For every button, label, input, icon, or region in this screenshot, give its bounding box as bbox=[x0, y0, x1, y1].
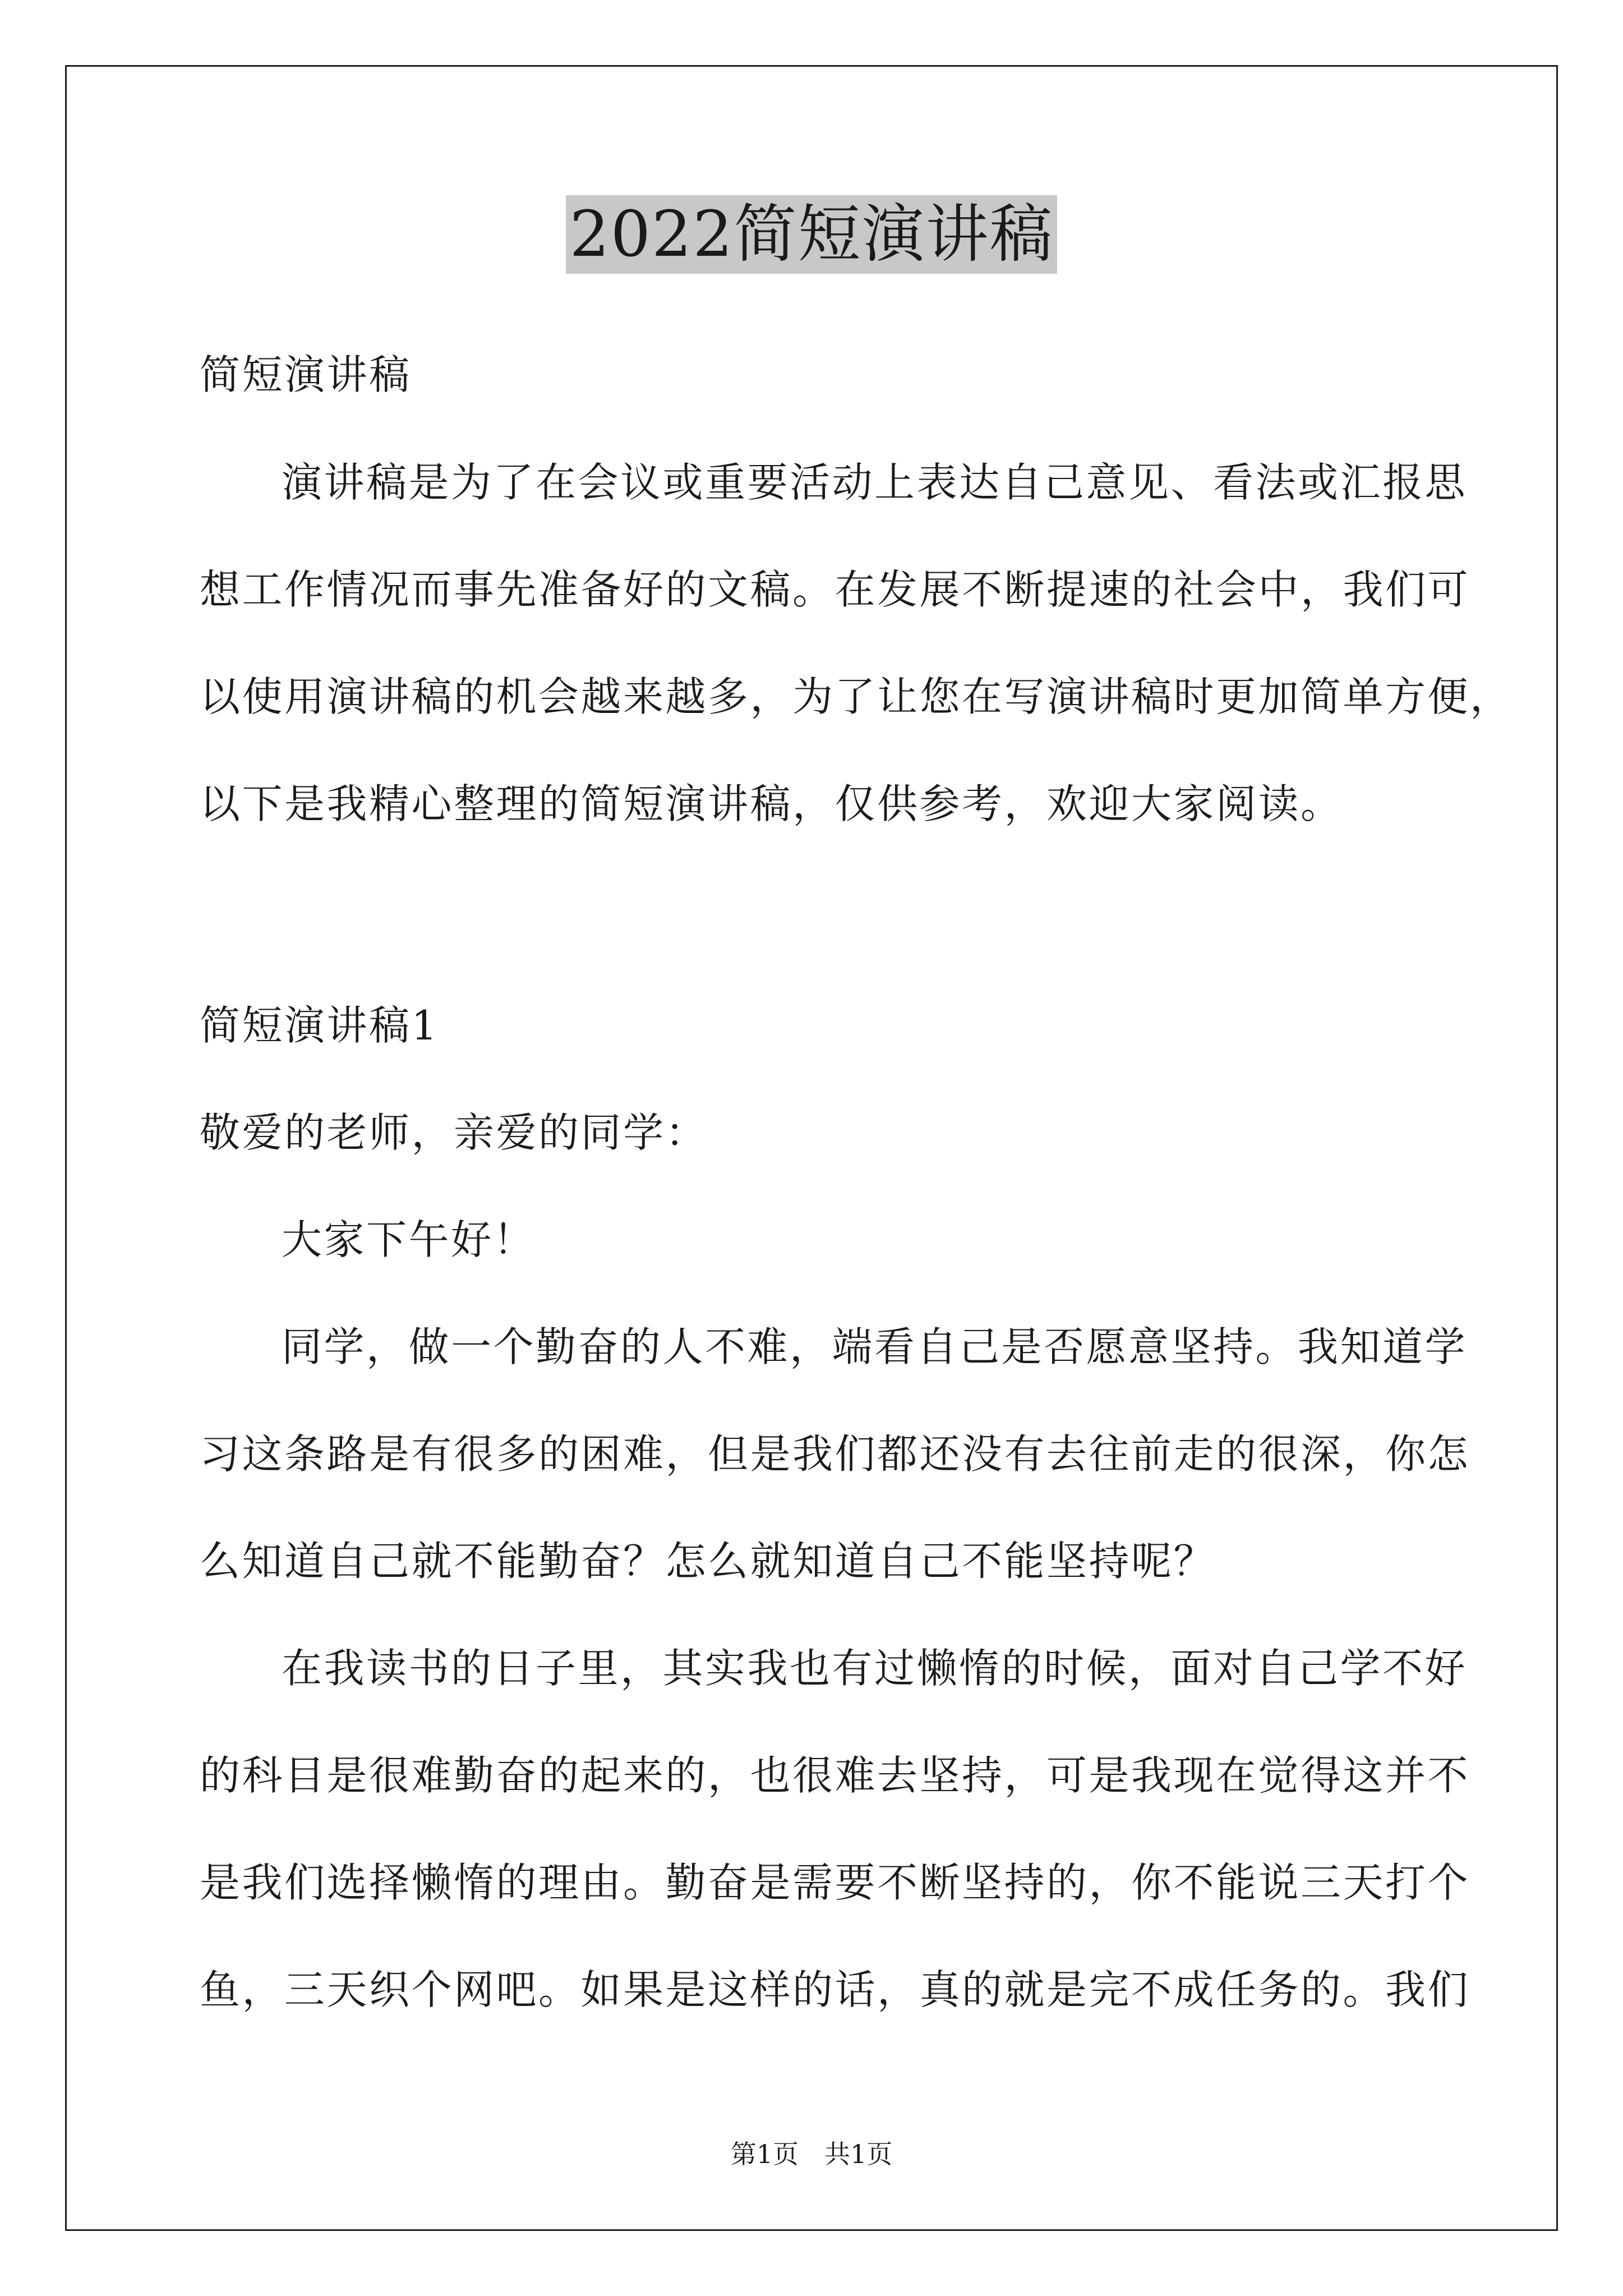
section-heading: 简短演讲稿1 bbox=[200, 1002, 439, 1049]
paragraph-line: 习这条路是有很多的困难，但是我们都还没有去往前走的很深，你怎 bbox=[200, 1430, 1470, 1478]
paragraph-line: 么知道自己就不能勤奋？怎么就知道自己不能坚持呢？ bbox=[200, 1538, 1216, 1585]
document-title: 2022简短演讲稿 bbox=[566, 195, 1057, 274]
paragraph-line: 想工作情况而事先准备好的文稿。在发展不断提速的社会中，我们可 bbox=[200, 566, 1470, 613]
paragraph-line: 同学，做一个勤奋的人不难，端看自己是否愿意坚持。我知道学 bbox=[282, 1323, 1468, 1370]
page-footer: 第1页 共1页 bbox=[730, 2139, 893, 2169]
title-container bbox=[0, 195, 1623, 274]
paragraph-line: 在我读书的日子里，其实我也有过懒惰的时候，面对自己学不好 bbox=[282, 1645, 1468, 1692]
paragraph-line: 的科目是很难勤奋的起来的，也很难去坚持，可是我现在觉得这并不 bbox=[200, 1752, 1470, 1799]
greeting: 大家下午好！ bbox=[282, 1216, 536, 1263]
paragraph-line: 以下是我精心整理的简短演讲稿，仅供参考，欢迎大家阅读。 bbox=[200, 780, 1343, 827]
salutation: 敬爱的老师，亲爱的同学： bbox=[200, 1109, 708, 1156]
paragraph-line: 是我们选择懒惰的理由。勤奋是需要不断坚持的，你不能说三天打个 bbox=[200, 1859, 1470, 1906]
paragraph-line: 以使用演讲稿的机会越来越多，为了让您在写演讲稿时更加简单方便， bbox=[200, 673, 1513, 720]
section-heading: 简短演讲稿 bbox=[200, 351, 412, 398]
paragraph-line: 鱼，三天织个网吧。如果是这样的话，真的就是完不成任务的。我们 bbox=[200, 1966, 1470, 2013]
paragraph-line: 演讲稿是为了在会议或重要活动上表达自己意见、看法或汇报思 bbox=[282, 459, 1468, 506]
